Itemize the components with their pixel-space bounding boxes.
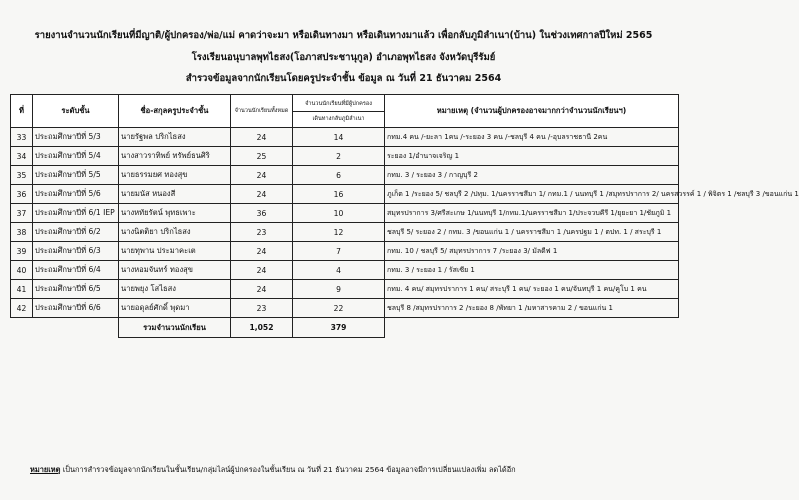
row-traveling: 10 <box>293 204 385 223</box>
total-blank-2 <box>33 318 119 338</box>
row-teacher: นายทุพาน ประมาคะเต <box>119 242 231 261</box>
row-no: 42 <box>11 299 33 318</box>
row-remarks: ชลบุรี 8 /สมุทรปราการ 2 /ระยอง 8 /พัทยา 1 /มหาสารคาม 2 / ขอนแก่น 1 <box>385 299 679 318</box>
row-level: ประถมศึกษาปีที่ 6/5 <box>33 280 119 299</box>
row-remarks: กทม.4 คน /-ยะลา 1คน /-ระยอง 3 คน /-ชลบุรี 4 คน /-อุบลราชธานี 2คน <box>385 128 679 147</box>
row-level: ประถมศึกษาปีที่ 6/2 <box>33 223 119 242</box>
header-traveling <box>293 95 385 128</box>
row-teacher: นางสาวราทิพย์ ทรัพย์ธนศิริ <box>119 147 231 166</box>
row-students: 23 <box>231 223 293 242</box>
footnote-text: เป็นการสำรวจข้อมูลจากนักเรียนในชั้นเรียน/กลุ่มไลน์ผู้ปกครองในชั้นเรียน ณ วันที่ 21 ธันวาคม 2564 ข้อมูลอาจมีการเปลี่ยนแปลงเพิ่ม ลดได้อีก <box>60 465 516 474</box>
table-row <box>11 128 679 147</box>
row-teacher: นายรัฐพล ปริกไธสง <box>119 128 231 147</box>
header-level: ระดับชั้น <box>33 95 119 128</box>
row-no: 37 <box>11 204 33 223</box>
table-header-row <box>11 95 679 128</box>
row-no: 36 <box>11 185 33 204</box>
row-remarks: ระยอง 1/อำนาจเจริญ 1 <box>385 147 679 166</box>
row-traveling: 22 <box>293 299 385 318</box>
row-students: 24 <box>231 185 293 204</box>
row-traveling: 6 <box>293 166 385 185</box>
table-row <box>11 223 679 242</box>
row-remarks: กทม. 10 / ชลบุรี 5/ สมุทรปราการ 7 /ระยอง 3/ มัลดีฟ 1 <box>385 242 679 261</box>
row-remarks: กทม. 3 / ระยอง 3 / กาญบุรี 2 <box>385 166 679 185</box>
row-remarks: สมุทรปราการ 3/ศรีสะเกษ 1/นนทบุรี 1/กทม.1/นครราชสีมา 1/ประจวบคีรี 1/ยุยะยา 1/ชัยภูมิ 1 <box>385 204 679 223</box>
table-row <box>11 185 679 204</box>
survey-date-line: สำรวจข้อมูลจากนักเรียนโดยครูประจำชั้น ข้อมูล ณ วันที่ 21 ธันวาคม 2564 <box>185 73 502 84</box>
row-students: 23 <box>231 299 293 318</box>
table-row <box>11 166 679 185</box>
header-traveling-line1: จำนวนนักเรียนที่มีผู้ปกครอง <box>305 100 372 107</box>
row-level: ประถมศึกษาปีที่ 5/3 <box>33 128 119 147</box>
header-students: จำนวนนักเรียนทั้งหมด <box>231 95 293 128</box>
row-traveling: 14 <box>293 128 385 147</box>
table-row <box>11 242 679 261</box>
row-traveling: 7 <box>293 242 385 261</box>
header-no: ที่ <box>11 95 33 128</box>
row-teacher: นายธรรมยศ ทองสุข <box>119 166 231 185</box>
row-remarks: กทม. 4 คน/ สมุทรปราการ 1 คน/ สระบุรี 1 คน/ ระยอง 1 คน/จันทบุรี 1 คน/คูโบ 1 คน <box>385 280 679 299</box>
row-students: 36 <box>231 204 293 223</box>
header-remarks: หมายเหตุ (จำนวนผู้ปกครองอาจมากกว่าจำนวนนักเรียนฯ) <box>385 95 679 128</box>
total-students: 1,052 <box>231 318 293 338</box>
row-remarks: กทม. 3 / ระยอง 1 / รัสเซีย 1 <box>385 261 679 280</box>
row-traveling: 9 <box>293 280 385 299</box>
row-no: 41 <box>11 280 33 299</box>
table-row <box>11 299 679 318</box>
row-level: ประถมศึกษาปีที่ 6/4 <box>33 261 119 280</box>
school-name: โรงเรียนอนุบาลพุทไธสง(โอภาสประชานุกูล) อำเภอพุทไธสง จังหวัดบุรีรัมย์ <box>191 52 496 63</box>
total-traveling: 379 <box>293 318 385 338</box>
row-no: 38 <box>11 223 33 242</box>
row-level: ประถมศึกษาปีที่ 6/1 IEP <box>33 204 119 223</box>
row-level: ประถมศึกษาปีที่ 5/4 <box>33 147 119 166</box>
row-students: 24 <box>231 261 293 280</box>
table-row <box>11 280 679 299</box>
row-teacher: นายมนัส หนองสี <box>119 185 231 204</box>
report-title: รายงานจำนวนนักเรียนที่มีญาติ/ผู้ปกครอง/พ่อ/แม่ คาดว่าจะมา หรือเดินทางมา หรือเดินทางมาแล้ว เพื่อกลับภูมิลำเนา(บ้าน) ในช่วงเทศกาลปีใหม่ 2565 <box>34 30 653 41</box>
row-teacher: นางหอมจันทร์ ทองสุข <box>119 261 231 280</box>
row-no: 34 <box>11 147 33 166</box>
row-level: ประถมศึกษาปีที่ 5/6 <box>33 185 119 204</box>
row-no: 40 <box>11 261 33 280</box>
row-students: 24 <box>231 280 293 299</box>
row-students: 24 <box>231 242 293 261</box>
row-teacher: นางหทัยรัตน์ พุทธเพาะ <box>119 204 231 223</box>
row-students: 25 <box>231 147 293 166</box>
total-label: รวมจำนวนนักเรียน <box>119 318 231 338</box>
table-row <box>11 261 679 280</box>
header-traveling-line2: เดินทางกลับภูมิลำเนา <box>293 111 384 123</box>
row-level: ประถมศึกษาปีที่ 5/5 <box>33 166 119 185</box>
footnote <box>30 464 516 476</box>
row-no: 35 <box>11 166 33 185</box>
row-no: 33 <box>11 128 33 147</box>
table-row <box>11 204 679 223</box>
row-level: ประถมศึกษาปีที่ 6/6 <box>33 299 119 318</box>
row-teacher: นางนิตติยา ปริกไธสง <box>119 223 231 242</box>
row-traveling: 2 <box>293 147 385 166</box>
total-blank-1 <box>11 318 33 338</box>
row-students: 24 <box>231 166 293 185</box>
row-students: 24 <box>231 128 293 147</box>
total-blank-3 <box>385 318 679 338</box>
row-traveling: 4 <box>293 261 385 280</box>
row-no: 39 <box>11 242 33 261</box>
footnote-label: หมายเหตุ <box>30 465 61 474</box>
row-traveling: 12 <box>293 223 385 242</box>
student-travel-table <box>10 94 799 338</box>
total-row <box>11 318 679 338</box>
row-remarks: ชลบุรี 5/ ระยอง 2 / กทม. 3 /ขอนแก่น 1 / นครราชสีมา 1 /นครปฐม 1 / ตปท. 1 / สระบุรี 1 <box>385 223 679 242</box>
header-teacher: ชื่อ-สกุลครูประจำชั้น <box>119 95 231 128</box>
row-remarks: ภูเก็ต 1 /ระยอง 5/ ชลบุรี 2 /ปทุม. 1/นครราชสีมา 1/ กทม.1 / นนทบุรี 1 /สมุทรปราการ 2/ นครสวรรค์ 1 / พิจิตร 1 /ชลบุรี 3 /ขอนแก่น 1 <box>385 185 679 204</box>
row-teacher: นายพยุง โสไธสง <box>119 280 231 299</box>
row-teacher: นายอดุลย์ศักดิ์ พุดมา <box>119 299 231 318</box>
table-row <box>11 147 679 166</box>
row-traveling: 16 <box>293 185 385 204</box>
row-level: ประถมศึกษาปีที่ 6/3 <box>33 242 119 261</box>
